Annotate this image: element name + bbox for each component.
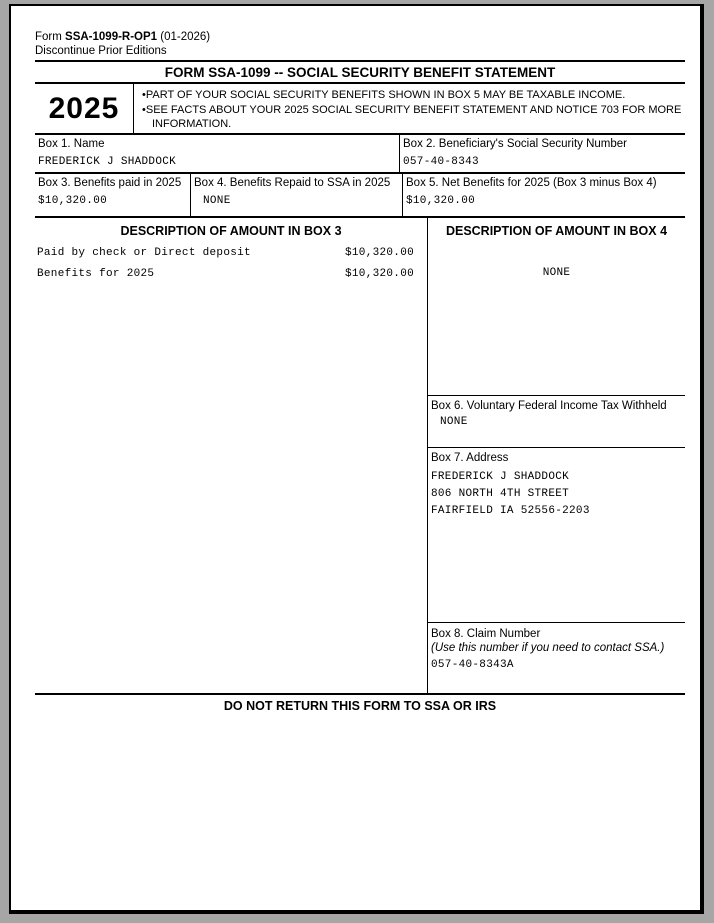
box4-description-section <box>428 218 685 396</box>
box3-box4-box5-row <box>35 174 685 218</box>
box4-benefits-repaid <box>191 174 403 216</box>
discontinue-note: Discontinue Prior Editions <box>35 45 167 57</box>
box1-label: Box 1. Name <box>38 138 105 150</box>
box3-description-header: DESCRIPTION OF AMOUNT IN BOX 3 <box>120 224 342 238</box>
address-block <box>431 469 682 520</box>
box6-value: NONE <box>440 416 468 428</box>
tax-year: 2025 <box>35 84 134 133</box>
box3-benefits-paid <box>35 174 191 216</box>
box2-value: 057-40-8343 <box>403 156 479 168</box>
box8-label: Box 8. Claim Number <box>431 628 541 640</box>
box3-label: Box 3. Benefits paid in 2025 <box>38 177 182 189</box>
notice-bullet: • PART OF YOUR SOCIAL SECURITY BENEFITS SHOWN IN BOX 5 MAY BE TAXABLE INCOME. <box>142 88 683 103</box>
box1-name <box>35 135 400 172</box>
entry-amount: $10,320.00 <box>344 247 414 259</box>
box4-value: NONE <box>203 195 231 207</box>
address-line: 806 NORTH 4TH STREET <box>431 488 570 500</box>
year-row <box>35 84 685 135</box>
box1-value: FREDERICK J SHADDOCK <box>38 156 177 168</box>
address-line: FREDERICK J SHADDOCK <box>431 471 570 483</box>
box5-value: $10,320.00 <box>406 195 476 207</box>
box5-net-benefits <box>403 174 685 216</box>
entry-label: Paid by check or Direct deposit <box>37 247 251 259</box>
description-entry <box>37 268 414 280</box>
notice-bullet: • SEE FACTS ABOUT YOUR 2025 SOCIAL SECURITY BENEFIT STATEMENT AND NOTICE 703 FOR MORE INFORMATION. <box>142 103 683 132</box>
box1-box2-row <box>35 135 685 174</box>
address-line: FAIRFIELD IA 52556-2203 <box>431 505 590 517</box>
form-page <box>9 4 704 914</box>
box2-ssn <box>400 135 685 172</box>
entry-label: Benefits for 2025 <box>37 268 155 280</box>
form-id-prefix: Form <box>35 31 66 43</box>
description-area <box>35 218 685 695</box>
box5-label: Box 5. Net Benefits for 2025 (Box 3 minus Box 4) <box>406 177 657 189</box>
form-id-line <box>35 30 685 44</box>
box8-note: (Use this number if you need to contact SSA.) <box>431 642 665 654</box>
form-title: FORM SSA-1099 -- SOCIAL SECURITY BENEFIT STATEMENT <box>35 62 685 84</box>
box2-label: Box 2. Beneficiary's Social Security Number <box>403 138 627 150</box>
notice-bullets <box>134 84 685 133</box>
box8-value: 057-40-8343A <box>431 659 514 671</box>
box4-description-header: DESCRIPTION OF AMOUNT IN BOX 4 <box>445 224 668 238</box>
box7-address <box>428 448 685 623</box>
box7-label: Box 7. Address <box>431 452 509 464</box>
description-entry <box>37 247 414 259</box>
box6-label: Box 6. Voluntary Federal Income Tax Withheld <box>431 400 667 412</box>
form-id-number: SSA-1099-R-OP1 <box>65 31 158 43</box>
box6-tax-withheld <box>428 396 685 448</box>
box3-description-section <box>35 218 428 693</box>
do-not-return-notice: DO NOT RETURN THIS FORM TO SSA OR IRS <box>223 699 497 713</box>
box3-description-entries <box>35 247 427 280</box>
right-column <box>428 218 685 693</box>
form-id-revision: (01-2026) <box>157 31 211 43</box>
box8-claim-number <box>428 623 685 693</box>
box3-value: $10,320.00 <box>38 195 108 207</box>
box4-label: Box 4. Benefits Repaid to SSA in 2025 <box>194 177 391 189</box>
form-id-block <box>35 30 685 62</box>
box4-description-value: NONE <box>542 267 571 279</box>
entry-amount: $10,320.00 <box>344 268 414 280</box>
form-content <box>35 30 685 713</box>
